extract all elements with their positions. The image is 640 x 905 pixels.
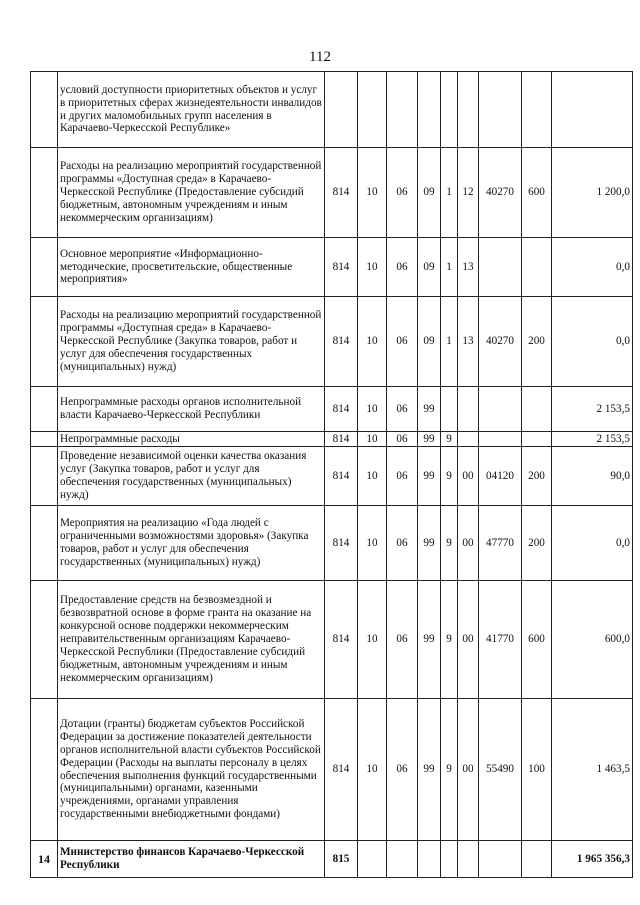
program-code: 09	[418, 238, 441, 297]
subprogram-code	[441, 841, 458, 878]
row-name: Непрограммные расходы органов исполнительной власти Карачаево-Черкесской Республики	[58, 387, 325, 432]
grbs-code: 814	[325, 699, 358, 841]
section-code: 10	[358, 506, 387, 581]
direction-code: 41770	[479, 581, 522, 699]
activity-code: 13	[458, 238, 479, 297]
subprogram-code: 1	[441, 148, 458, 238]
amount: 0,0	[552, 506, 633, 581]
direction-code	[479, 238, 522, 297]
row-name: Непрограммные расходы	[58, 432, 325, 447]
table-row	[31, 148, 633, 238]
activity-code: 12	[458, 148, 479, 238]
table-row	[31, 238, 633, 297]
row-number	[31, 699, 58, 841]
section-code: 10	[358, 432, 387, 447]
activity-code	[458, 432, 479, 447]
program-code: 99	[418, 447, 441, 506]
section-code: 10	[358, 387, 387, 432]
activity-code: 00	[458, 699, 479, 841]
subsection-code: 06	[387, 148, 418, 238]
page-number: 112	[309, 49, 331, 65]
subprogram-code: 9	[441, 506, 458, 581]
subprogram-code: 9	[441, 699, 458, 841]
direction-code: 40270	[479, 297, 522, 387]
activity-code: 13	[458, 297, 479, 387]
expense-type-code	[522, 841, 552, 878]
row-number	[31, 297, 58, 387]
direction-code	[479, 841, 522, 878]
expense-type-code: 200	[522, 297, 552, 387]
section-code: 10	[358, 581, 387, 699]
section-code	[358, 841, 387, 878]
program-code: 99	[418, 387, 441, 432]
program-code: 99	[418, 581, 441, 699]
program-code: 99	[418, 432, 441, 447]
budget-table	[30, 71, 633, 878]
subsection-code	[387, 72, 418, 148]
table-row	[31, 506, 633, 581]
subsection-code: 06	[387, 432, 418, 447]
row-name: Проведение независимой оценки качества оказания услуг (Закупка товаров, работ и услуг для обеспечения государственных (муниципальных) нужд)	[58, 447, 325, 506]
direction-code: 40270	[479, 148, 522, 238]
subsection-code: 06	[387, 387, 418, 432]
expense-type-code: 200	[522, 447, 552, 506]
subsection-code: 06	[387, 447, 418, 506]
subprogram-code: 9	[441, 581, 458, 699]
row-number	[31, 148, 58, 238]
expense-type-code	[522, 72, 552, 148]
row-name: Предоставление средств на безвозмездной и безвозвратной основе в форме гранта на оказание на конкурсной основе поддержки некоммерческим неправительственным организациям Карачаево-Черкесской Республики (Предоставление субсидий бюджетным, автономным учреждениям и иным некоммерческим организациям)	[58, 581, 325, 699]
row-name: условий доступности приоритетных объектов и услуг в приоритетных сферах жизнедеятельности инвалидов и других маломобильных групп населения в Карачаево-Черкесской Республике»	[58, 72, 325, 148]
section-code: 10	[358, 699, 387, 841]
row-number	[31, 432, 58, 447]
expense-type-code: 600	[522, 581, 552, 699]
activity-code	[458, 841, 479, 878]
expense-type-code: 200	[522, 506, 552, 581]
row-name: Расходы на реализацию мероприятий государственной программы «Доступная среда» в Карачаево-Черкесской Республике (Закупка товаров, работ и услуг для обеспечения государственных (муниципальных) нужд)	[58, 297, 325, 387]
expense-type-code	[522, 432, 552, 447]
activity-code	[458, 387, 479, 432]
direction-code	[479, 387, 522, 432]
row-number	[31, 581, 58, 699]
table-row	[31, 432, 633, 447]
row-name: Дотации (гранты) бюджетам субъектов Российской Федерации за достижение показателей деятельности органов исполнительной власти субъектов Российской Федерации (Расходы на выплаты персоналу в целях обеспечения выполнения функций государственными (муниципальными) органами, казенными учреждениями, органами управления государственными внебюджетными фондами)	[58, 699, 325, 841]
subsection-code: 06	[387, 699, 418, 841]
table-row	[31, 841, 633, 878]
row-name: Расходы на реализацию мероприятий государственной программы «Доступная среда» в Карачаево-Черкесской Республике (Предоставление субсидий бюджетным, автономным учреждениям и иным некоммерческим организациям)	[58, 148, 325, 238]
amount: 2 153,5	[552, 387, 633, 432]
section-code: 10	[358, 148, 387, 238]
amount: 0,0	[552, 238, 633, 297]
activity-code: 00	[458, 447, 479, 506]
subsection-code: 06	[387, 297, 418, 387]
direction-code: 55490	[479, 699, 522, 841]
row-name: Министерство финансов Карачаево-Черкесской Республики	[58, 841, 325, 878]
direction-code	[479, 432, 522, 447]
table-row	[31, 387, 633, 432]
program-code: 99	[418, 699, 441, 841]
amount: 600,0	[552, 581, 633, 699]
subprogram-code: 9	[441, 447, 458, 506]
section-code: 10	[358, 447, 387, 506]
expense-type-code: 100	[522, 699, 552, 841]
row-number	[31, 387, 58, 432]
amount: 0,0	[552, 297, 633, 387]
expense-type-code: 600	[522, 148, 552, 238]
subsection-code: 06	[387, 581, 418, 699]
subsection-code: 06	[387, 506, 418, 581]
amount: 90,0	[552, 447, 633, 506]
row-name: Мероприятия на реализацию «Года людей с ограниченными возможностями здоровья» (Закупка товаров, работ и услуг для обеспечения государственных (муниципальных) нужд)	[58, 506, 325, 581]
program-code: 09	[418, 297, 441, 387]
expense-type-code	[522, 387, 552, 432]
direction-code: 04120	[479, 447, 522, 506]
program-code	[418, 72, 441, 148]
activity-code	[458, 72, 479, 148]
subsection-code: 06	[387, 238, 418, 297]
grbs-code	[325, 72, 358, 148]
grbs-code: 814	[325, 238, 358, 297]
amount: 2 153,5	[552, 432, 633, 447]
table-row	[31, 581, 633, 699]
grbs-code: 814	[325, 432, 358, 447]
subprogram-code: 1	[441, 297, 458, 387]
row-number	[31, 238, 58, 297]
table-row	[31, 447, 633, 506]
activity-code: 00	[458, 506, 479, 581]
grbs-code: 814	[325, 148, 358, 238]
amount: 1 463,5	[552, 699, 633, 841]
program-code	[418, 841, 441, 878]
subprogram-code	[441, 387, 458, 432]
program-code: 99	[418, 506, 441, 581]
subsection-code	[387, 841, 418, 878]
subprogram-code: 9	[441, 432, 458, 447]
budget-table-body	[31, 72, 633, 878]
amount: 1 200,0	[552, 148, 633, 238]
subprogram-code	[441, 72, 458, 148]
row-number: 14	[31, 841, 58, 878]
table-row	[31, 72, 633, 148]
grbs-code: 814	[325, 447, 358, 506]
section-code: 10	[358, 297, 387, 387]
amount	[552, 72, 633, 148]
expense-type-code	[522, 238, 552, 297]
section-code: 10	[358, 238, 387, 297]
row-number	[31, 506, 58, 581]
program-code: 09	[418, 148, 441, 238]
activity-code: 00	[458, 581, 479, 699]
grbs-code: 815	[325, 841, 358, 878]
direction-code: 47770	[479, 506, 522, 581]
table-row	[31, 297, 633, 387]
grbs-code: 814	[325, 387, 358, 432]
table-row	[31, 699, 633, 841]
grbs-code: 814	[325, 297, 358, 387]
amount: 1 965 356,3	[552, 841, 633, 878]
section-code	[358, 72, 387, 148]
row-number	[31, 72, 58, 148]
row-name: Основное мероприятие «Информационно-методические, просветительские, общественные мероприятия»	[58, 238, 325, 297]
grbs-code: 814	[325, 581, 358, 699]
direction-code	[479, 72, 522, 148]
row-number	[31, 447, 58, 506]
subprogram-code: 1	[441, 238, 458, 297]
grbs-code: 814	[325, 506, 358, 581]
